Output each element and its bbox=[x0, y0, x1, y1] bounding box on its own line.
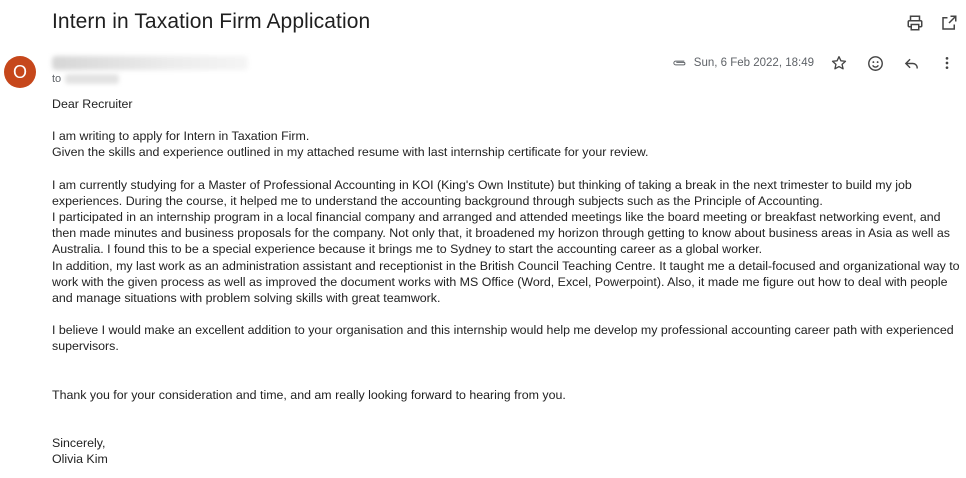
body-paragraph: Given the skills and experience outlined in my attached resume with last internship certificate for your review. bbox=[52, 145, 649, 160]
open-in-new-window-icon[interactable] bbox=[940, 14, 958, 32]
star-icon[interactable] bbox=[830, 54, 848, 72]
emoji-icon[interactable] bbox=[866, 54, 884, 72]
body-paragraph: I am currently studying for a Master of Professional Accounting in KOI (King's Own Institute) but thinking of taking a break in the next trimester to build my job experiences. During the course, it helped me to understand the accounting background through subjects such as the Principle of Accounting. bbox=[52, 177, 912, 208]
top-toolbar bbox=[906, 14, 958, 32]
closing: Sincerely, bbox=[52, 435, 106, 450]
more-vertical-icon[interactable] bbox=[938, 54, 956, 72]
signature: Olivia Kim bbox=[52, 452, 108, 467]
email-body bbox=[52, 96, 964, 467]
sender-avatar[interactable]: O bbox=[4, 56, 36, 88]
reply-icon[interactable] bbox=[902, 54, 920, 72]
message-meta bbox=[672, 54, 960, 72]
greeting: Dear Recruiter bbox=[52, 97, 133, 111]
sender-name-redacted[interactable] bbox=[52, 56, 248, 70]
message-date: Sun, 6 Feb 2022, 18:49 bbox=[693, 57, 814, 69]
recipient-redacted bbox=[65, 74, 119, 84]
print-icon[interactable] bbox=[906, 14, 924, 32]
body-paragraph: In addition, my last work as an administration assistant and receptionist in the British Council Teaching Centre. It taught me a detail-focused and organizational way to work with the given process as well as improved the document works with MS Office (Word, Excel, Powerpoint). Also, it made me figure out how to deal with people and manage situations with problem solving skills with great teamwork. bbox=[52, 258, 960, 306]
body-paragraph: Thank you for your consideration and time, and am really looking forward to hearing from you. bbox=[52, 387, 566, 402]
to-label: to bbox=[52, 73, 62, 85]
body-paragraph: I participated in an internship program in a local financial company and arranged and attended meetings like the board meeting or breakfast networking event, and then made minutes and business proposals for the company. Not only that, it broadened my horizon through getting to know about business areas in Asia as well as Australia. I found this to be a special experience because it brings me to Sydney to start the accounting career as a global worker. bbox=[52, 210, 950, 257]
body-paragraph: I believe I would make an excellent addition to your organisation and this internship would help me develop my professional accounting career path with experienced supervisors. bbox=[52, 323, 954, 354]
recipient-line[interactable] bbox=[52, 73, 119, 85]
body-paragraph: I am writing to apply for Intern in Taxation Firm. bbox=[52, 129, 310, 144]
paperclip-icon bbox=[672, 55, 688, 71]
email-subject: Intern in Taxation Firm Application bbox=[52, 10, 371, 33]
